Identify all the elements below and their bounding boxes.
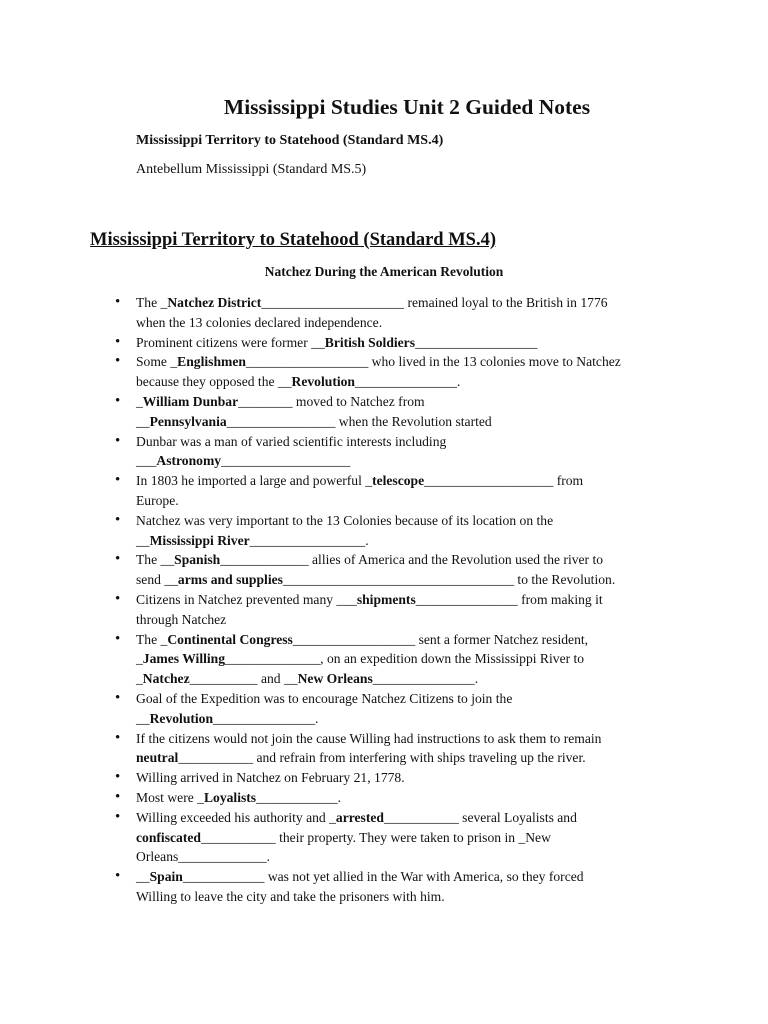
note-text: ___________ their property. They were taken to prison in _New (200, 829, 551, 845)
fill-in-answer: Astronomy (156, 453, 222, 469)
fill-in-answer: British Soldiers (324, 334, 416, 350)
notes-list (115, 293, 675, 907)
section-heading: Mississippi Territory to Statehood (Standard MS.4) (90, 230, 497, 250)
fill-in-answer: James Willing (142, 651, 226, 667)
note-text: _ (136, 393, 143, 409)
note-item (115, 432, 675, 472)
note-item (115, 352, 675, 392)
note-text: send __ (136, 572, 178, 588)
note-item (115, 550, 675, 590)
note-text: __ (136, 532, 150, 548)
fill-in-answer: confiscated (136, 829, 201, 845)
fill-in-answer: arrested (335, 809, 384, 825)
note-text: __________________ (415, 334, 538, 350)
note-text: _______________ from making it (415, 591, 603, 607)
note-text: _______________. (213, 710, 319, 726)
fill-in-answer: Pennsylvania (149, 413, 227, 429)
note-text: ____________ was not yet allied in the War with America, so they forced (182, 869, 584, 885)
note-text: _ (136, 671, 143, 687)
note-text: __________ and __ (189, 671, 298, 687)
fill-in-answer: Revolution (149, 710, 214, 726)
note-text: ___________________ (221, 453, 351, 469)
note-text: Citizens in Natchez prevented many ___ (136, 591, 357, 607)
note-text: ___________ several Loyalists and (383, 809, 577, 825)
note-text: Goal of the Expedition was to encourage Natchez Citizens to join the (136, 690, 513, 706)
note-text: Some _ (136, 354, 178, 370)
fill-in-answer: New Orleans (297, 671, 373, 687)
note-text: Dunbar was a man of varied scientific interests including (136, 433, 447, 449)
note-text: __ (136, 413, 150, 429)
note-item (115, 392, 675, 432)
note-text: when the 13 colonies declared independence. (136, 314, 383, 330)
note-text: __________________________________ to the Revolution. (282, 572, 616, 588)
subtitle-antebellum: Antebellum Mississippi (Standard MS.5) (136, 162, 367, 177)
fill-in-answer: Spanish (174, 552, 221, 568)
fill-in-answer: Mississippi River (149, 532, 250, 548)
note-text: _ (136, 651, 143, 667)
note-text: ________________ when the Revolution started (226, 413, 492, 429)
fill-in-answer: arms and supplies (177, 572, 283, 588)
note-item (115, 333, 675, 353)
note-text: _______________. (372, 671, 479, 687)
subtitle-territory: Mississippi Territory to Statehood (Standard MS.4) (136, 133, 444, 148)
note-text: Orleans_____________. (136, 849, 271, 865)
note-text: The __ (136, 552, 175, 568)
fill-in-answer: Spain (149, 869, 183, 885)
fill-in-answer: Natchez District (167, 295, 262, 310)
note-item (115, 768, 675, 788)
note-text: ______________, on an expedition down the Mississippi River to (225, 651, 585, 667)
fill-in-answer: shipments (356, 591, 416, 607)
note-text: In 1803 he imported a large and powerful _ (136, 473, 373, 489)
note-item (115, 471, 675, 511)
note-text: ________ moved to Natchez from (238, 393, 425, 409)
note-item (115, 293, 675, 333)
fill-in-answer: William Dunbar (142, 393, 239, 409)
note-text: _________________. (249, 532, 369, 548)
note-text: Most were _ (136, 789, 204, 805)
fill-in-answer: Revolution (291, 374, 355, 390)
note-text: __ (136, 710, 150, 726)
fill-in-answer: Loyalists (203, 789, 257, 805)
note-item (115, 788, 675, 808)
note-item (115, 808, 675, 867)
note-text: Willing to leave the city and take the prisoners with him. (136, 888, 445, 904)
subsection-heading: Natchez During the American Revolution (264, 264, 504, 279)
fill-in-answer: Continental Congress (167, 631, 293, 647)
note-text: Willing exceeded his authority and _ (136, 809, 336, 825)
fill-in-answer: neutral (136, 750, 179, 766)
note-item (115, 590, 675, 630)
note-text: _____________ allies of America and the Revolution used the river to (220, 552, 604, 568)
fill-in-answer: Englishmen (177, 354, 246, 370)
note-item (115, 867, 675, 907)
note-text: _____________________ remained loyal to the British in 1776 (261, 295, 608, 310)
fill-in-answer: telescope (372, 473, 425, 489)
document-title: Mississippi Studies Unit 2 Guided Notes (223, 95, 591, 119)
note-text: Prominent citizens were former __ (136, 334, 325, 350)
note-item (115, 630, 675, 689)
note-item (115, 689, 675, 729)
note-text: __________________ sent a former Natchez resident, (292, 631, 589, 647)
note-item (115, 729, 675, 769)
note-text: Europe. (136, 492, 179, 508)
note-text: ___ (136, 453, 157, 469)
note-text: because they opposed the __ (136, 374, 292, 390)
note-text: ___________________ from (424, 473, 584, 489)
note-text: ___________ and refrain from interfering with ships traveling up the river. (178, 750, 586, 766)
note-text: If the citizens would not join the cause Willing had instructions to ask them to remain (136, 730, 602, 746)
note-text: Natchez was very important to the 13 Colonies because of its location on the (136, 512, 554, 528)
note-text: ____________. (256, 789, 342, 805)
note-text: _______________. (354, 374, 461, 390)
note-text: The _ (136, 631, 168, 647)
note-text: __ (136, 869, 150, 885)
note-item (115, 511, 675, 551)
note-text: The _ (136, 295, 168, 310)
fill-in-answer: Natchez (142, 671, 190, 687)
note-text: through Natchez (136, 611, 227, 627)
note-text: Willing arrived in Natchez on February 21, 1778. (136, 770, 405, 786)
note-text: __________________ who lived in the 13 colonies move to Natchez (245, 354, 621, 370)
